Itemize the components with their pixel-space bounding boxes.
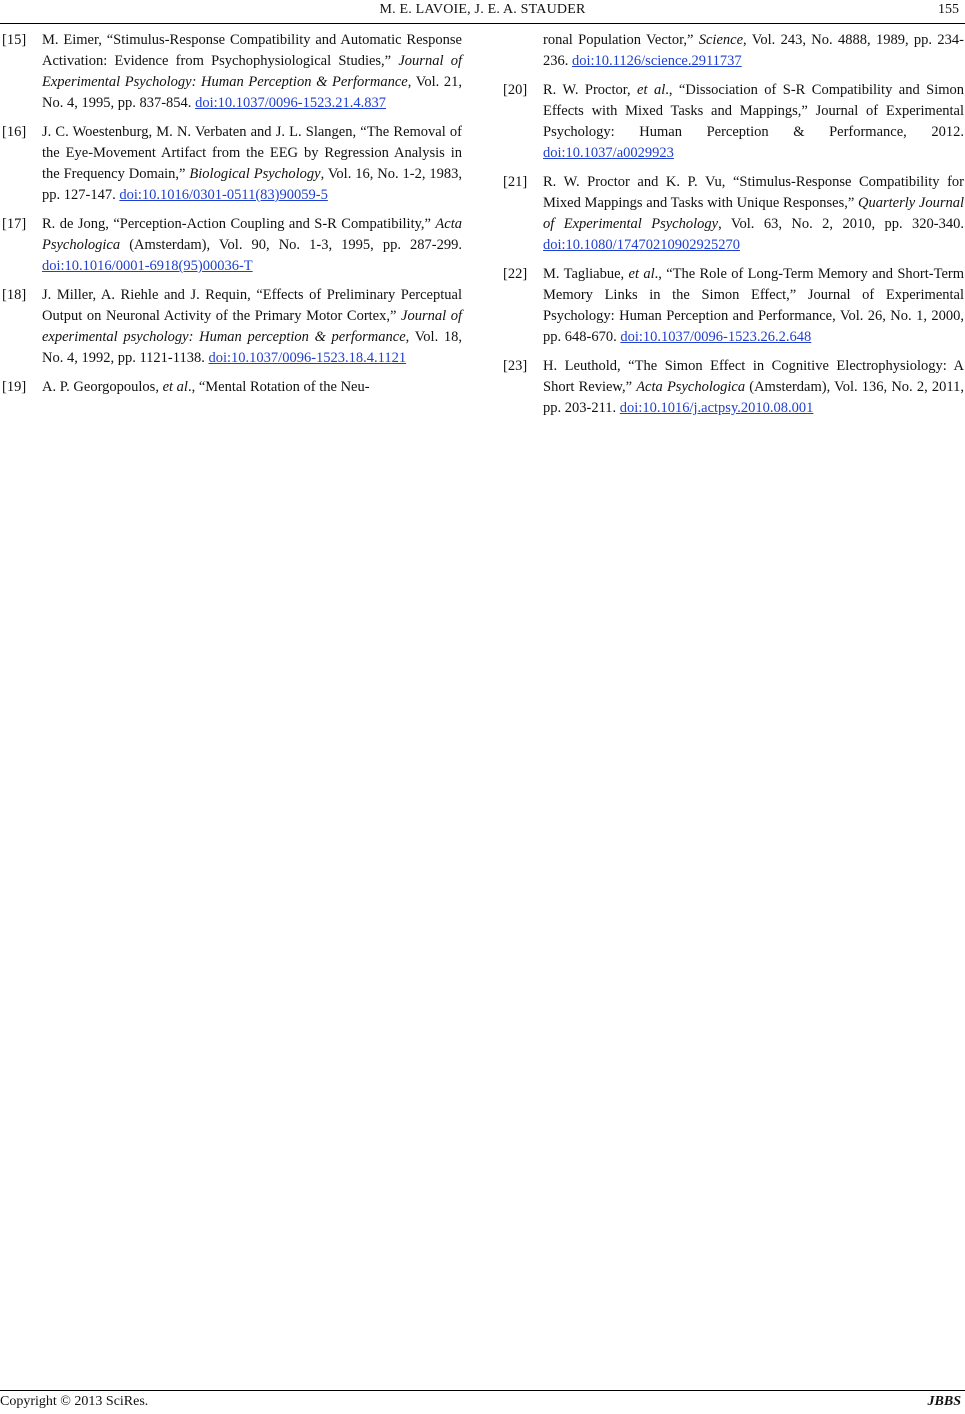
doi-link[interactable]: doi:10.1016/0001-6918(95)00036-T bbox=[42, 258, 253, 274]
reference-item bbox=[2, 122, 462, 206]
running-header bbox=[0, 0, 965, 24]
doi-link[interactable]: doi:10.1016/0301-0511(83)90059-5 bbox=[119, 187, 328, 203]
reference-text: J. Miller, A. Riehle and J. Requin, “Effects of Preliminary Perceptual Output on Neuronal Activity of the Primary Motor Cortex,” Journal of experimental psychology: Human perception & performance, Vol. 18, No. 4, 1992, pp. 1121-1138. doi:10.1037/0096-1523.18.4.1121 bbox=[42, 287, 463, 366]
reference-number: [17] bbox=[2, 216, 27, 232]
reference-item bbox=[503, 356, 964, 419]
reference-number: [18] bbox=[2, 287, 27, 303]
references-left-column bbox=[2, 30, 462, 406]
journal-title: Journal of Experimental Psychology: Human Perception & Performance bbox=[42, 53, 462, 90]
reference-item bbox=[2, 285, 462, 369]
page-number: 155 bbox=[938, 2, 959, 17]
reference-number: [19] bbox=[2, 379, 27, 395]
reference-item bbox=[2, 377, 462, 398]
reference-text: R. W. Proctor, et al., “Dissociation of S-R Compatibility and Simon Effects with Mixed Tasks and Mappings,” Journal of Experimental Psychology: Human Perception & Performance, 2012. doi:10.1037/a0029923 bbox=[543, 82, 965, 161]
author-abbrev: et al bbox=[162, 379, 188, 395]
reference-number: [22] bbox=[503, 266, 528, 282]
journal-title: Science bbox=[698, 32, 744, 48]
reference-text: R. W. Proctor and K. P. Vu, “Stimulus-Response Compatibility for Mixed Mappings and Tasks with Unique Responses,” Quarterly Journal of Experimental Psychology, Vol. 63, No. 2, 2010, pp. 320-340. doi:10.1080/17470210902925270 bbox=[543, 174, 965, 253]
doi-link[interactable]: doi:10.1037/0096-1523.21.4.837 bbox=[195, 95, 386, 111]
journal-title: Quarterly Journal of Experimental Psychology bbox=[543, 195, 965, 232]
reference-number: [15] bbox=[2, 32, 27, 48]
reference-text: A. P. Georgopoulos, et al., “Mental Rotation of the Neu- bbox=[42, 379, 370, 395]
header-rule bbox=[0, 23, 965, 24]
reference-item bbox=[2, 214, 462, 277]
reference-number: [16] bbox=[2, 124, 27, 140]
journal-abbrev: JBBS bbox=[927, 1394, 961, 1409]
references-right-column bbox=[503, 30, 964, 427]
doi-link[interactable]: doi:10.1037/0096-1523.18.4.1121 bbox=[208, 350, 407, 366]
reference-text: M. Tagliabue, et al., “The Role of Long-Term Memory and Short-Term Memory Links in the Simon Effect,” Journal of Experimental Psychology: Human Perception and Performance, Vol. 26, No. 1, 2000, pp. 648-670. doi:10.1037/0096-1523.26.2.648 bbox=[543, 266, 964, 345]
reference-number: [21] bbox=[503, 174, 528, 190]
reference-item bbox=[503, 264, 964, 348]
journal-title: Biological Psychology bbox=[189, 166, 321, 182]
reference-item bbox=[2, 30, 462, 114]
doi-link[interactable]: doi:10.1037/a0029923 bbox=[543, 145, 674, 161]
journal-title: Acta Psychologica bbox=[636, 379, 746, 395]
reference-text: R. de Jong, “Perception-Action Coupling and S-R Compatibility,” Acta Psychologica (Amsterdam), Vol. 90, No. 1-3, 1995, pp. 287-299. doi:10.1016/0001-6918(95)00036-T bbox=[42, 216, 462, 274]
reference-text: M. Eimer, “Stimulus-Response Compatibility and Automatic Response Activation: Evidence from Psychophysiological Studies,” Journal of Experimental Psychology: Human Perception & Performance, Vol. 21, No. 4, 1995, pp. 837-854. doi:10.1037/0096-1523.21.4.837 bbox=[42, 32, 463, 111]
reference-item bbox=[503, 172, 964, 256]
doi-link[interactable]: doi:10.1080/17470210902925270 bbox=[543, 237, 740, 253]
reference-number: [20] bbox=[503, 82, 528, 98]
journal-title: Journal of experimental psychology: Human perception & performance bbox=[42, 308, 463, 345]
reference-item-continued bbox=[503, 30, 964, 72]
journal-title: Acta Psychologica bbox=[42, 216, 462, 253]
reference-text: H. Leuthold, “The Simon Effect in Cognitive Electrophysiology: A Short Review,” Acta Psychologica (Amsterdam), Vol. 136, No. 2, 2011, pp. 203-211. doi:10.1016/j.actpsy.2010.08.001 bbox=[543, 358, 965, 416]
running-header-authors: M. E. LAVOIE, J. E. A. STAUDER bbox=[379, 2, 586, 17]
doi-link[interactable]: doi:10.1016/j.actpsy.2010.08.001 bbox=[619, 400, 814, 416]
author-abbrev: et al bbox=[637, 82, 666, 98]
doi-link[interactable]: doi:10.1126/science.2911737 bbox=[572, 53, 742, 69]
reference-item bbox=[503, 80, 964, 164]
doi-link[interactable]: doi:10.1037/0096-1523.26.2.648 bbox=[620, 329, 812, 345]
reference-number: [23] bbox=[503, 358, 528, 374]
copyright-notice: Copyright © 2013 SciRes. bbox=[0, 1394, 149, 1409]
footer-rule bbox=[0, 1390, 965, 1391]
author-abbrev: et al bbox=[628, 266, 655, 282]
reference-text: ronal Population Vector,” Science, Vol. 243, No. 4888, 1989, pp. 234-236. doi:10.1126/science.2911737 bbox=[543, 32, 964, 69]
reference-text: J. C. Woestenburg, M. N. Verbaten and J. L. Slangen, “The Removal of the Eye-Movement Artifact from the EEG by Regression Analysis in the Frequency Domain,” Biological Psychology, Vol. 16, No. 1-2, 1983, pp. 127-147. doi:10.1016/0301-0511(83)90059-5 bbox=[42, 124, 462, 203]
